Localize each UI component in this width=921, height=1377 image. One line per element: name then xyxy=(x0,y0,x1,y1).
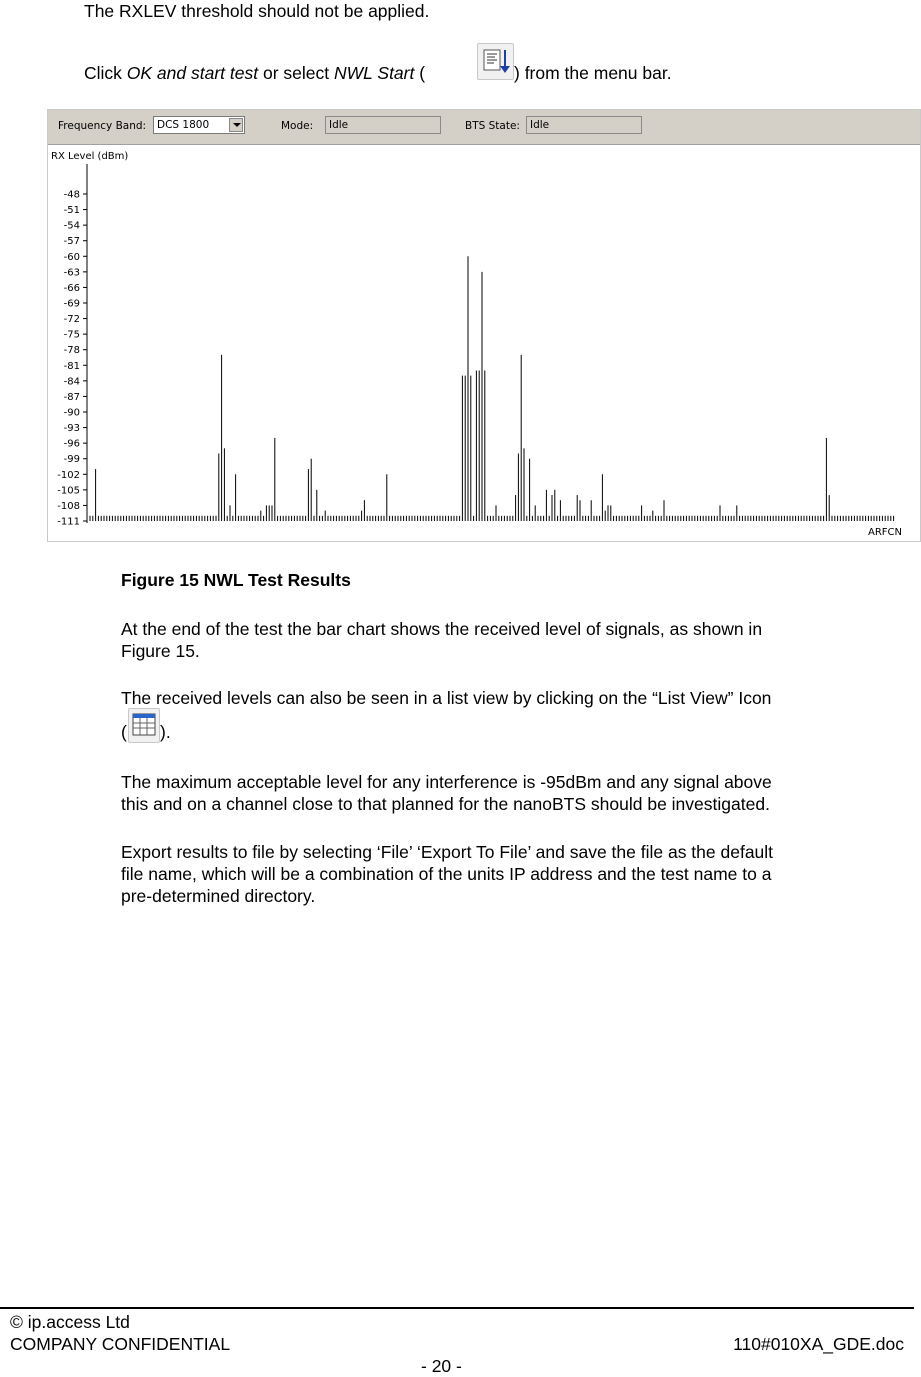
y-tick-label: -93 xyxy=(63,423,80,435)
y-tick-label: -66 xyxy=(63,282,80,294)
paragraph-line: The maximum acceptable level for any interference is -95dBm and any signal above xyxy=(121,772,772,792)
paragraph-bar-chart xyxy=(121,618,762,662)
footer-page-number: - 20 - xyxy=(421,1356,462,1376)
frequency-band-value: DCS 1800 xyxy=(157,119,210,131)
x-axis-label: ARFCN xyxy=(868,527,903,538)
y-tick-label: -90 xyxy=(63,407,80,419)
nwl-results-screenshot xyxy=(47,109,921,542)
paren-open: ( xyxy=(414,63,426,83)
y-tick-label: -72 xyxy=(63,314,80,326)
results-toolbar xyxy=(48,110,920,145)
ok-start-test-term: OK and start test xyxy=(126,63,259,83)
list-view-icon xyxy=(128,708,160,743)
paren-close-list: ). xyxy=(160,722,171,742)
footer-company: © ip.access Ltd xyxy=(10,1312,130,1332)
chart-bars xyxy=(90,256,894,521)
mode-label: Mode: xyxy=(281,120,314,132)
paragraph-line: this and on a channel close to that planned for the nanoBTS should be investigated. xyxy=(121,794,770,814)
bts-state-field xyxy=(526,116,642,134)
mode-field xyxy=(325,116,441,134)
y-tick-label: -99 xyxy=(63,454,80,466)
y-tick-label: -69 xyxy=(63,298,80,310)
y-tick-label: -63 xyxy=(63,267,80,279)
bts-state-value: Idle xyxy=(530,119,550,131)
paragraph-line: At the end of the test the bar chart shows the received level of signals, as shown in xyxy=(121,619,763,639)
paragraph-line: pre-determined directory. xyxy=(121,886,316,906)
y-tick-label: -51 xyxy=(63,205,80,217)
figure-caption xyxy=(121,569,351,591)
y-tick-label: -87 xyxy=(63,391,80,403)
y-tick-label: -84 xyxy=(63,376,80,388)
nwl-start-term: NWL Start xyxy=(333,63,415,83)
mode-value: Idle xyxy=(329,119,349,131)
y-tick-label: -54 xyxy=(63,220,80,232)
figure-caption-text: Figure 15 NWL Test Results xyxy=(121,570,351,590)
y-tick-label: -108 xyxy=(57,500,80,512)
bts-state-label: BTS State: xyxy=(465,120,520,132)
instruction-start-test xyxy=(84,62,425,84)
y-axis-ticks xyxy=(57,190,87,528)
frequency-band-label: Frequency Band: xyxy=(58,120,147,132)
footer-doc-id: 110#010XA_GDE.doc xyxy=(733,1334,904,1354)
paragraph-interference xyxy=(121,771,772,815)
paren-open-list: ( xyxy=(121,722,127,742)
y-tick-label: -102 xyxy=(57,469,80,481)
paragraph-list-view xyxy=(121,687,771,709)
y-tick-label: -111 xyxy=(57,516,80,528)
y-tick-label: -60 xyxy=(63,251,80,263)
instruction-text-pre: Click xyxy=(84,63,127,83)
paragraph-line: Export results to file by selecting ‘File’ ‘Export To File’ and save the file as the default xyxy=(121,842,774,862)
footer-confidential: COMPANY CONFIDENTIAL xyxy=(10,1334,231,1354)
instruction-text-post: ) from the menu bar. xyxy=(514,63,672,83)
frequency-band-select[interactable] xyxy=(153,116,245,134)
y-axis-label: RX Level (dBm) xyxy=(51,151,129,162)
y-tick-label: -57 xyxy=(63,236,80,248)
paragraph-line: Figure 15. xyxy=(121,641,200,661)
nwl-start-icon xyxy=(477,43,514,80)
y-tick-label: -48 xyxy=(63,189,80,201)
instruction-rxlev-text: The RXLEV threshold should not be applied. xyxy=(84,1,430,21)
y-tick-label: -105 xyxy=(57,485,80,497)
instruction-rxlev xyxy=(84,0,429,22)
instruction-text-mid: or select xyxy=(258,63,334,83)
paragraph-line: file name, which will be a combination of the units IP address and the test name to a xyxy=(121,864,772,884)
y-tick-label: -78 xyxy=(63,345,80,357)
footer-divider xyxy=(0,1307,914,1309)
instruction-start-test-end xyxy=(514,62,672,84)
y-tick-label: -96 xyxy=(63,438,80,450)
chevron-down-icon[interactable] xyxy=(229,118,243,132)
paragraph-line: The received levels can also be seen in a list view by clicking on the “List View” Icon xyxy=(121,688,772,708)
paragraph-export xyxy=(121,841,773,907)
rx-level-bar-chart xyxy=(48,144,920,541)
y-tick-label: -81 xyxy=(63,360,80,372)
y-tick-label: -75 xyxy=(63,329,80,341)
